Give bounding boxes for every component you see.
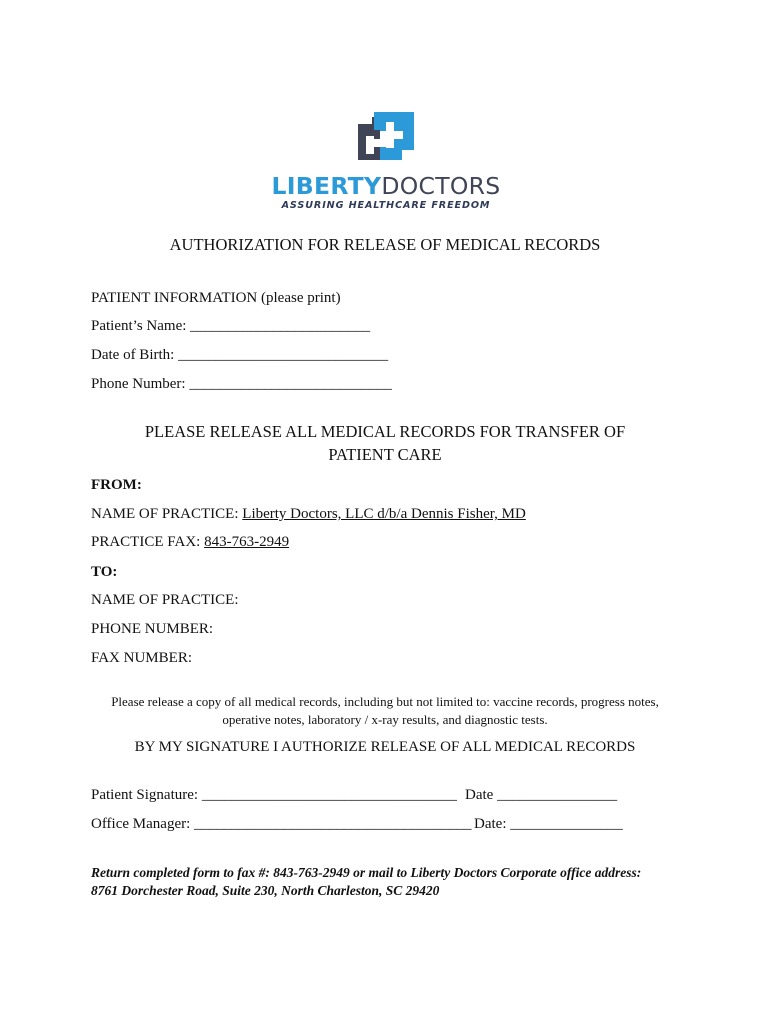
brand-tagline: ASSURING HEALTHCARE FREEDOM xyxy=(281,200,491,211)
from-label: FROM: xyxy=(91,477,142,493)
date-of-birth-field[interactable]: Date of Birth: ____________________________ xyxy=(91,347,389,363)
phone-number-field[interactable]: Phone Number: ___________________________ xyxy=(91,376,392,392)
release-note-line1: Please release a copy of all medical records, including but not limited to: vaccine records, progress notes, xyxy=(111,694,659,709)
patient-signature-date-field[interactable]: Date ________________ xyxy=(465,787,618,803)
to-fax-number-field[interactable]: FAX NUMBER: xyxy=(91,650,192,666)
from-practice-name xyxy=(91,505,526,523)
form-title: AUTHORIZATION FOR RELEASE OF MEDICAL RECORDS xyxy=(169,235,601,254)
release-note-line2: operative notes, laboratory / x-ray results, and diagnostic tests. xyxy=(222,712,548,727)
from-practice-value: Liberty Doctors, LLC d/b/a Dennis Fisher, MD xyxy=(242,506,526,522)
brand-name-part2: DOCTORS xyxy=(381,172,501,200)
brand-name-part1: LIBERTY xyxy=(271,172,382,200)
return-instructions-line1: Return completed form to fax #: 843-763-2949 or mail to Liberty Doctors Corporate office address: xyxy=(91,865,642,880)
patient-signature-field[interactable]: Patient Signature: __________________________________ xyxy=(91,787,457,803)
medical-cross-icon xyxy=(270,110,502,172)
authorization-statement: BY MY SIGNATURE I AUTHORIZE RELEASE OF ALL MEDICAL RECORDS xyxy=(134,739,636,755)
to-phone-number-field[interactable]: PHONE NUMBER: xyxy=(91,621,214,637)
from-fax-label: PRACTICE FAX: xyxy=(91,534,205,550)
release-heading-line2: PATIENT CARE xyxy=(328,445,442,464)
patient-info-heading: PATIENT INFORMATION (please print) xyxy=(91,290,341,306)
release-heading-line1: PLEASE RELEASE ALL MEDICAL RECORDS FOR TRANSFER OF xyxy=(144,422,626,441)
from-practice-fax xyxy=(91,533,289,551)
to-label: TO: xyxy=(91,564,118,580)
return-instructions-line2: 8761 Dorchester Road, Suite 230, North Charleston, SC 29420 xyxy=(91,883,440,898)
from-practice-label: NAME OF PRACTICE: xyxy=(91,506,243,522)
patient-name-field[interactable]: Patient’s Name: ________________________ xyxy=(91,318,371,334)
brand-name xyxy=(270,172,502,200)
office-manager-date-field[interactable]: Date: _______________ xyxy=(474,816,623,832)
liberty-doctors-logo xyxy=(270,110,502,218)
from-fax-value: 843-763-2949 xyxy=(204,534,290,550)
to-practice-name-field[interactable]: NAME OF PRACTICE: xyxy=(91,592,239,608)
office-manager-signature-field[interactable]: Office Manager: _____________________________________ xyxy=(91,816,472,832)
